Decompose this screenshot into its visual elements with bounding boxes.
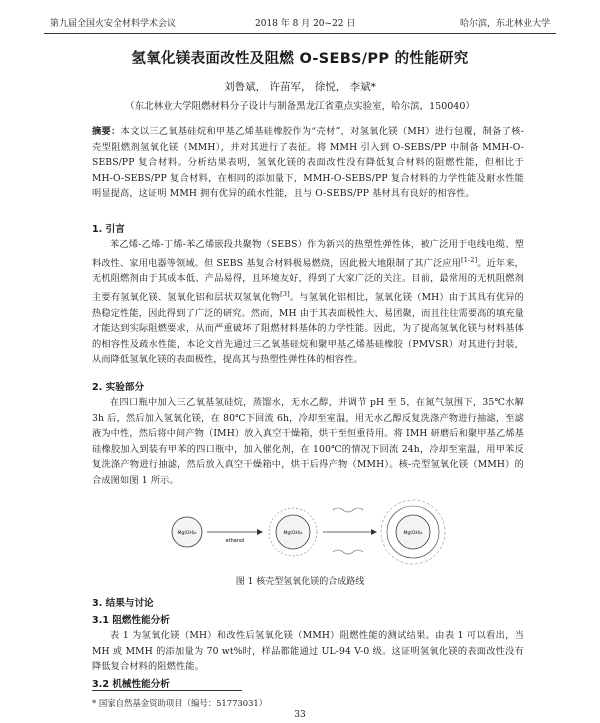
- reaction-arrow-2: [323, 508, 377, 554]
- intermediate-particle: [269, 508, 317, 556]
- page-number: 33: [294, 710, 306, 720]
- subsection-3-2-heading: 3.2 机械性能分析: [92, 679, 170, 690]
- header-date: 2018 年 8 月 20~22 日: [255, 19, 356, 29]
- section-1-heading: 1. 引言: [92, 224, 125, 235]
- intro-text-c: 。与氢氧化铝相比，氢氧化镁（MH）由于其具有优异的热稳定性能，因此得到了广泛的研究。然而，MH 由于其表面极性大、易团聚，而且往往需要高的填充量才能达到实际阻燃要求，从而严重破坏了阻燃材料基体的力学性能。因此，为了提高氢氧化镁与材料基体的相容性及疏水性能，本论文首先通过三乙氧基硅烷和聚甲基乙烯基硅橡胶（PMVSR）对其进行封装，从而降低氢氧化镁的表面极性，提高其与热塑性弹性体的相容性。: [92, 291, 524, 366]
- abstract-text: 本文以三乙氧基硅烷和甲基乙烯基硅橡胶作为“壳材”，对氢氧化镁（MH）进行包覆，制备了核-壳型阻燃剂氢氧化镁（MMH），并对其进行了表征。将 MMH 引入到 O-SEBS/PP 中制备 MMH-O-SEBS/PP 复合材料。分析结果表明，氢氧化镁的表面改性没有降低复合材料的阻燃性能，但相比于 MH-O-SEBS/PP 复合材料，在相同的添加量下，MMH-O-SEBS/PP 复合材料的力学性能及耐水性能明显提高，这证明 MMH 拥有优异的疏水性能，且与 O-SEBS/PP 基材具有良好的相容性。: [92, 126, 524, 200]
- intro-text-a: 苯乙烯-乙烯-丁烯-苯乙烯嵌段共聚物（SEBS）作为新兴的热塑性弹性体，被广泛用于电线电缆、塑料改性、家用电器等领域。但 SEBS 基复合材料极易燃烧，因此极大地限制了其广泛应用: [92, 239, 524, 269]
- core-label: Mg(OH)₂: [283, 531, 303, 536]
- section-2-heading: 2. 实验部分: [92, 382, 145, 393]
- running-header: [50, 14, 550, 30]
- intro-text-b: 。近年来，无机阻燃剂由于其成本低、产品易得，且环境友好，得到了大家广泛的关注。目前，最常用的无机阻燃剂主要有氢氧化镁、氢氧化铝和层状双氢氧化物: [92, 257, 525, 303]
- citation: [1-2]: [461, 255, 478, 264]
- reaction-arrow-1: [207, 529, 263, 544]
- arrow-label: ethanol: [225, 538, 245, 544]
- subsection-3-1-heading: 3.1 阻燃性能分析: [92, 615, 170, 626]
- section-1-paragraph: [92, 237, 524, 368]
- authors: 刘鲁斌， 许苗军， 徐悦， 李斌*: [224, 81, 376, 93]
- header-conference: 第九届全国火安全材料学术会议: [50, 19, 177, 29]
- header-location: 哈尔滨，东北林业大学: [459, 19, 550, 29]
- abstract-label: 摘要：: [92, 126, 121, 137]
- abstract: [92, 124, 524, 202]
- core-label: Mg(OH)₂: [177, 531, 197, 536]
- figure-caption: 图 1 核壳型氢氧化镁的合成路线: [235, 577, 365, 587]
- header-rule: [44, 33, 556, 34]
- synthesis-route-figure: [165, 496, 465, 568]
- core-shell-particle: [381, 500, 445, 564]
- section-3-heading: 3. 结果与讨论: [92, 598, 154, 609]
- footnote: * 国家自然基金资助项目（编号：51773031）: [92, 698, 268, 708]
- footnote-rule: [92, 690, 242, 691]
- citation: [3]: [280, 289, 290, 298]
- core-particle: [172, 517, 202, 547]
- section-3-1-paragraph: 表 1 为氢氧化镁（MH）和改性后氢氧化镁（MMH）阻燃性能的测试结果。由表 1 可以看出，当 MH 或 MMH 的添加量为 70 wt%时，样品都能通过 UL-94 V-0 级。这证明氢氧化镁的表面改性没有降低复合材料的阻燃性能。: [92, 630, 524, 673]
- paper-title: 氢氧化镁表面改性及阻燃 O-SEBS/PP 的性能研究: [131, 51, 469, 67]
- affiliation: （东北林业大学阻燃材料分子设计与制备黑龙江省重点实验室，哈尔滨，150040）: [125, 101, 475, 112]
- section-2-paragraph: 在四口瓶中加入三乙氧基氢硅烷，蒸馏水，无水乙醇，并调节 pH 至 5，在氮气氛围下，35℃水解 3h 后，然后加入氢氧化镁，在 80℃下回流 6h，冷却至室温，用无水乙醇反复洗涤产物进行抽滤，至滤液为中性，然后将中间产物（IMH）放入真空干燥箱，烘干至恒重待用。将 IMH 研磨后和聚甲基乙烯基硅橡胶加入到装有甲苯的四口瓶中，加入催化剂，在 100℃的情况下回流 24h，冷却至室温，用甲苯反复洗涤产物进行抽滤，然后放入真空干燥箱中，烘干后得产物（MMH）。核-壳型氢氧化镁（MMH）的合成图如图 1 所示。: [92, 397, 524, 486]
- core-label: Mg(OH)₂: [403, 531, 423, 536]
